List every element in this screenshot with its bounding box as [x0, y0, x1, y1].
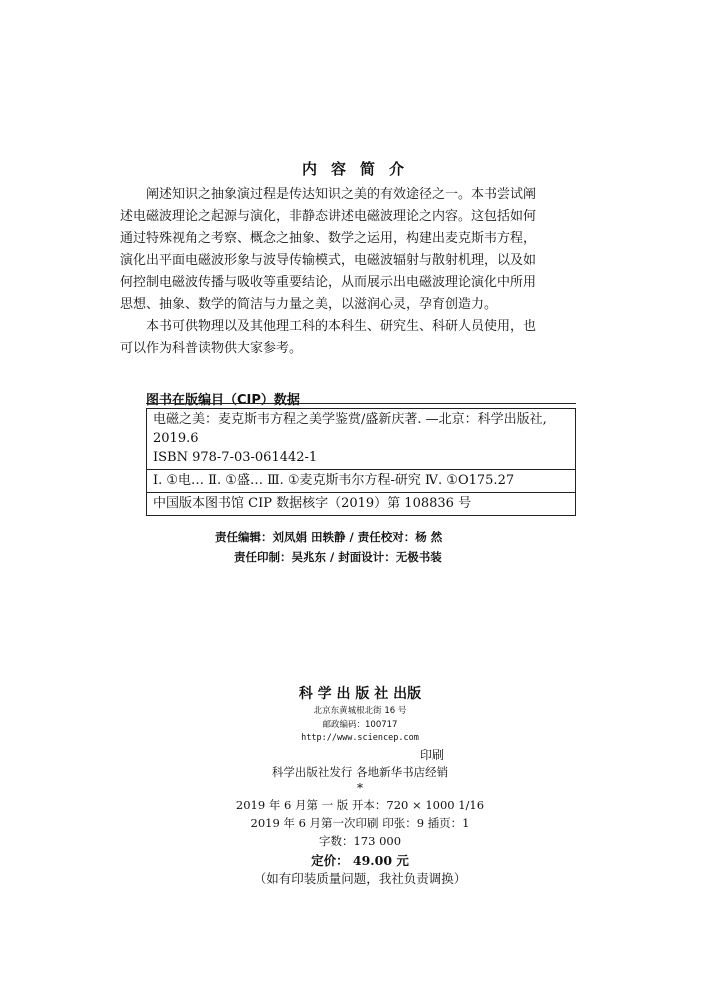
- text-line: 演化出平面电磁波形象与波导传输模式，电磁波辐射与散射机理，以及如: [120, 253, 537, 268]
- distribution-line: 科学出版社发行 各地新华书店经销: [271, 765, 449, 779]
- price: 定价： 49.00 元: [311, 853, 409, 868]
- publisher-address: 北京东黄城根北街 16 号: [313, 706, 407, 716]
- text-line: 述电磁波理论之起源与演化，非静态讲述电磁波理论之内容。这包括如何: [120, 209, 537, 224]
- summary-paragraph-1: [120, 184, 575, 316]
- cip-number-line: 中国版本图书馆 CIP 数据核字（2019）第 108836 号: [147, 492, 575, 515]
- cip-heading: 图书在版编目（CIP）数据: [146, 393, 300, 408]
- cip-record-box: [146, 408, 576, 516]
- text-line: 通过特殊视角之考察、概念之抽象、数学之运用，构建出麦克斯韦方程，: [120, 231, 537, 246]
- cip-date-line: 2019.6: [153, 431, 199, 446]
- text-line: 思想、抽象、数学的简洁与力量之美，以滋润心灵，孕育创造力。: [120, 297, 498, 312]
- word-count-line: 字数：173 000: [318, 834, 402, 848]
- cip-subject-line: Ⅰ. ①电… Ⅱ. ①盛… Ⅲ. ①麦克斯韦尔方程-研究 Ⅳ. ①O175.27: [147, 469, 575, 492]
- publisher-url: http://www.sciencep.com: [301, 733, 419, 743]
- editors-line: 责任印制：吴兆东 / 封面设计：无极书装: [234, 550, 442, 564]
- edition-line: 2019 年 6 月第 一 版 开本：720 × 1000 1/16: [235, 798, 485, 812]
- text-line: 何控制电磁波传播与吸收等重要结论，从而展示出电磁波理论演化中所用: [120, 275, 537, 290]
- cip-divider: [146, 403, 576, 404]
- summary-title: 内容简介: [301, 160, 418, 178]
- summary-paragraph-2: [120, 316, 575, 360]
- publisher-name: 科 学 出 版 社 出版: [298, 686, 422, 702]
- cip-isbn-line: ISBN 978-7-03-061442-1: [153, 450, 318, 465]
- price-line: [0, 851, 720, 869]
- publisher-postcode: 邮政编码：100717: [322, 720, 398, 730]
- text-line: 本书可供物理以及其他理工科的本科生、研究生、科研人员使用，也: [146, 319, 537, 334]
- printing-line: 2019 年 6 月第一次印刷 印张：9 插页：1: [250, 816, 470, 830]
- text-line: 可以作为科普读物供大家参考。: [120, 341, 303, 356]
- printer-line: 印刷: [420, 748, 445, 762]
- editors-line: 责任编辑：刘凤娟 田轶静 / 责任校对：杨 然: [215, 530, 443, 544]
- text-line: 阐述知识之抽象演过程是传达知识之美的有效途径之一。本书尝试阐: [146, 187, 537, 202]
- notice-line: （如有印装质量问题，我社负责调换）: [253, 871, 467, 886]
- cip-title-line: 电磁之美：麦克斯韦方程之美学鉴赏/盛新庆著. —北京：科学出版社,: [153, 412, 547, 427]
- separator-star: *: [357, 781, 363, 795]
